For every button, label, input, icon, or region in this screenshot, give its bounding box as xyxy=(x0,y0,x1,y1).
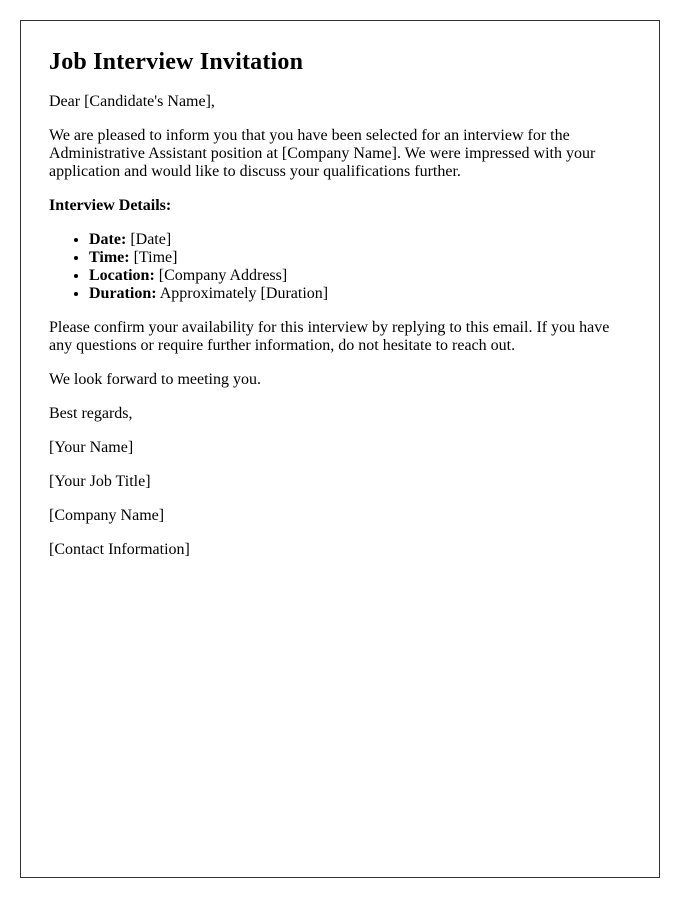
detail-label: Location: xyxy=(89,267,155,284)
detail-value: Approximately [Duration] xyxy=(159,285,329,302)
sign-off: Best regards, xyxy=(49,405,133,422)
letter-container xyxy=(20,20,660,878)
details-list xyxy=(49,231,631,303)
letter-title: Job Interview Invitation xyxy=(49,49,304,75)
detail-label: Time: xyxy=(89,249,130,266)
intro-paragraph: We are pleased to inform you that you have been selected for an interview for the Administrative Assistant position at [Company Name]. We were impressed with your application and would like to discuss your qualifications further. xyxy=(49,127,596,180)
closing-line: We look forward to meeting you. xyxy=(49,371,261,388)
detail-item-duration xyxy=(89,285,631,303)
detail-value: [Date] xyxy=(130,231,172,248)
detail-value: [Company Address] xyxy=(158,267,288,284)
greeting: Dear [Candidate's Name], xyxy=(49,93,215,110)
detail-value: [Time] xyxy=(133,249,178,266)
detail-item-time xyxy=(89,249,631,267)
detail-label: Date: xyxy=(89,231,127,248)
signature-contact: [Contact Information] xyxy=(49,541,190,558)
detail-item-date xyxy=(89,231,631,249)
signature-company: [Company Name] xyxy=(49,507,165,524)
confirm-paragraph: Please confirm your availability for this interview by replying to this email. If you have any questions or require further information, do not hesitate to reach out. xyxy=(49,319,610,354)
details-heading: Interview Details: xyxy=(49,197,172,214)
detail-label: Duration: xyxy=(89,285,157,302)
signature-name: [Your Name] xyxy=(49,439,134,456)
signature-job-title: [Your Job Title] xyxy=(49,473,151,490)
detail-item-location xyxy=(89,267,631,285)
